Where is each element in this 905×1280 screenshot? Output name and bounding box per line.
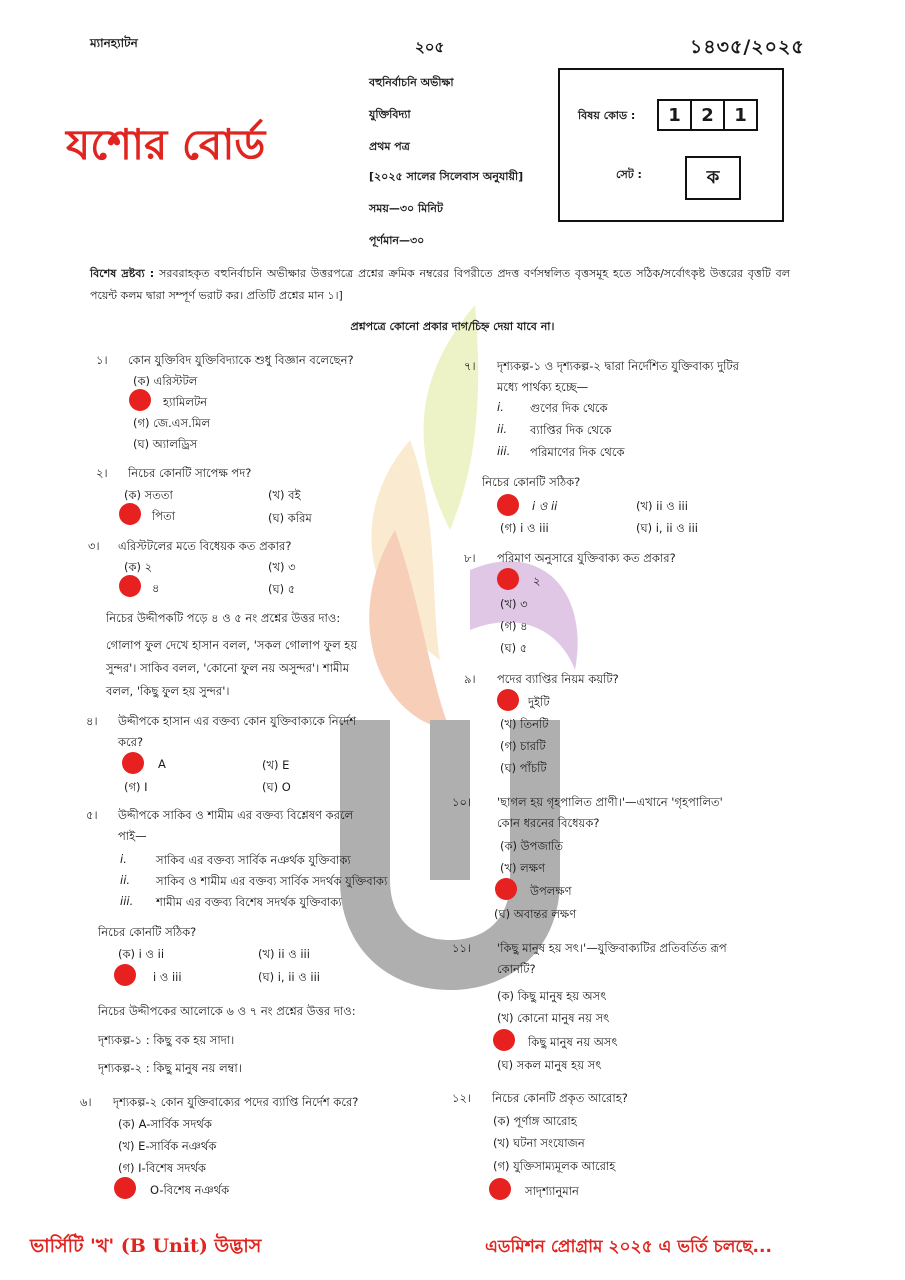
option-b: (খ) E-সার্বিক নঞর্থক [118, 1139, 217, 1153]
stimulus-title: নিচের উদ্দীপকের আলোকে ৬ ও ৭ নং প্রশ্নের উত্তর দাও: [98, 1004, 356, 1018]
marking-note: প্রশ্নপত্রে কোনো প্রকার দাগ/চিহ্ন দেয়া যাবে না। [350, 320, 555, 333]
question-number: ১১। [452, 941, 472, 955]
statement-label: ii. [120, 873, 131, 887]
option-d: (ঘ) O [262, 780, 291, 794]
question-number: ৫। [86, 808, 98, 822]
option-d: (ঘ) করিম [268, 511, 312, 525]
code-digits [657, 99, 758, 131]
exam-type: বহুনির্বাচনি অভীক্ষা [369, 76, 454, 89]
instruction-block [90, 263, 790, 307]
question-text-cont: কোন ধরনের বিধেয়ক? [497, 816, 600, 830]
question-number: ১০। [452, 795, 472, 809]
question-number: ১। [96, 353, 108, 367]
option-d: (ঘ) সকল মানুষ হয় সৎ [497, 1058, 602, 1072]
option-d: O-বিশেষ নঞর্থক [150, 1183, 230, 1197]
question-text: পদের ব্যাপ্তির নিয়ম কয়টি? [497, 672, 619, 686]
code-label: বিষয় কোড : [578, 109, 636, 122]
question-text: নিচের কোনটি সাপেক্ষ পদ? [128, 466, 252, 480]
year-label: ১৪৩৫/২০২৫ [690, 36, 805, 58]
option-d: (ঘ) i, ii ও iii [258, 970, 320, 984]
option-a: (ক) ২ [124, 560, 153, 574]
answer-dot [119, 503, 141, 525]
option-a: (ক) কিছু মানুষ হয় অসৎ [497, 989, 607, 1003]
question-number: ৬। [80, 1095, 92, 1109]
option-c: ৪ [152, 581, 160, 595]
option-d: (ঘ) i, ii ও iii [636, 521, 698, 535]
option-d: (ঘ) অবান্তর লক্ষণ [494, 907, 577, 921]
option-c: (গ) যুক্তিসাম্যমূলক আরোহ [493, 1159, 616, 1173]
code-digit: 1 [734, 104, 747, 126]
statement-label: iii. [497, 444, 511, 458]
stimulus-line: দৃশ্যকল্প-১ : কিছু বক হয় সাদা। [98, 1033, 235, 1047]
question-text-cont: করে? [118, 735, 144, 749]
stimulus-title: নিচের উদ্দীপকটি পড়ে ৪ ও ৫ নং প্রশ্নের উত্তর দাও: [106, 611, 341, 625]
question-text: দৃশ্যকল্প-২ কোন যুক্তিবাক্যের পদের ব্যাপ্তি নির্দেশ করে? [113, 1095, 359, 1109]
question-text: দৃশ্যকল্প-১ ও দৃশ্যকল্প-২ দ্বারা নির্দেশিত যুক্তিবাক্য দুটির [497, 359, 740, 373]
answer-dot [129, 389, 151, 411]
question-number: ৮। [464, 551, 476, 565]
question-text: 'ছাগল হয় গৃহপালিত প্রাণী।'—এখানে 'গৃহপালিত' [497, 795, 723, 809]
option-d: (ঘ) অ্যালড্রিস [133, 437, 198, 451]
option-c: i ও iii [153, 970, 182, 984]
option-a: A [158, 757, 166, 771]
footer-promo-left: ভার্সিটি 'খ' (B Unit) উদ্ভাস [30, 1235, 262, 1257]
stimulus-line: সুন্দর'। সাকিব বলল, 'কোনো ফুল নয় অসুন্দর'। শামীম [106, 661, 350, 675]
subject-label: ম্যানহ্যাটন [90, 36, 138, 50]
option-c: (গ) চারটি [500, 739, 546, 753]
statement-text: সাকিব এর বক্তব্য সার্বিক নঞর্থক যুক্তিবাক্য [156, 853, 351, 867]
option-a: (ক) উপজাতি [500, 839, 563, 853]
statement-label: i. [120, 852, 127, 866]
footer-promo-right: এডমিশন প্রোগ্রাম ২০২৫ এ ভর্তি চলছে... [485, 1237, 772, 1257]
option-a: (ক) পূর্ণাঙ্গ আরোহ [493, 1114, 577, 1128]
answer-dot [497, 689, 519, 711]
question-text: নিচের কোনটি প্রকৃত আরোহ? [492, 1091, 628, 1105]
option-d: সাদৃশ্যানুমান [525, 1184, 579, 1198]
paper-number: প্রথম পত্র [369, 140, 410, 153]
question-text: উদ্দীপকে হাসান এর বক্তব্য কোন যুক্তিবাক্যকে নির্দেশ [118, 714, 357, 728]
time-limit: সময়—৩০ মিনিট [369, 202, 443, 215]
which-correct: নিচের কোনটি সঠিক? [482, 475, 581, 489]
question-number: ১২। [452, 1091, 472, 1105]
answer-dot [119, 575, 141, 597]
option-c: পিতা [152, 509, 176, 523]
syllabus-note: [২০২৫ সালের সিলেবাস অনুযায়ী] [369, 170, 524, 183]
answer-dot [493, 1029, 515, 1051]
option-b: (খ) ৩ [268, 560, 296, 574]
answer-dot [497, 494, 519, 516]
option-a: i ও ii [532, 499, 558, 513]
option-b: (খ) ii ও iii [258, 947, 310, 961]
statement-text: সাকিব ও শামীম এর বক্তব্য সার্বিক সদর্থক যুক্তিবাক্য [156, 874, 388, 888]
option-b: (খ) ৩ [500, 597, 528, 611]
option-c: (গ) I-বিশেষ সদর্থক [118, 1161, 206, 1175]
answer-dot [497, 568, 519, 590]
instruction-text: সরবরাহকৃত বহুনির্বাচনি অভীক্ষার উত্তরপত্রে প্রশ্নের ক্রমিক নম্বরের বিপরীতে প্রদত্ত বর্ণসম্বলিত বৃত্তসমূহ হতে সঠিক/সর্বোৎকৃষ্ট উত্তরের বৃত্তটি বল পয়েন্ট কলম দ্বারা সম্পূর্ণ ভরাট কর। প্রতিটি প্রশ্নের মান ১।] [90, 267, 790, 302]
question-text: এরিস্টটলের মতে বিধেয়ক কত প্রকার? [118, 539, 292, 553]
question-text: 'কিছু মানুষ হয় সৎ।'—যুক্তিবাক্যটির প্রতিবর্তিত রূপ [497, 941, 727, 955]
statement-label: iii. [120, 894, 134, 908]
answer-dot [114, 1177, 136, 1199]
option-c: (গ) I [124, 780, 148, 794]
question-number: ২। [96, 466, 108, 480]
question-text-cont: পাই— [118, 829, 147, 843]
statement-label: ii. [497, 422, 508, 436]
full-marks: পূর্ণমান—৩০ [369, 234, 425, 247]
board-title: যশোর বোর্ড [66, 120, 266, 169]
statement-label: i. [497, 400, 504, 414]
option-c: (গ) ৪ [500, 619, 528, 633]
option-b: (খ) লক্ষণ [500, 861, 546, 875]
answer-dot [489, 1178, 511, 1200]
option-a: (ক) A-সার্বিক সদর্থক [118, 1117, 212, 1131]
answer-dot [122, 752, 144, 774]
option-b: (খ) ii ও iii [636, 499, 688, 513]
set-value: ক [685, 156, 741, 200]
page-number: ২০৫ [415, 38, 445, 56]
statement-text: শামীম এর বক্তব্য বিশেষ সদর্থক যুক্তিবাক্য [156, 895, 342, 909]
option-b: (খ) বই [268, 488, 301, 502]
option-a: (ক) এরিস্টটল [133, 374, 198, 388]
statement-text: গুণের দিক থেকে [530, 401, 608, 415]
option-c: (গ) i ও iii [500, 521, 549, 535]
code-digit: 1 [659, 101, 692, 129]
statement-text: ব্যাপ্তির দিক থেকে [530, 423, 612, 437]
option-c: কিছু মানুষ নয় অসৎ [528, 1035, 618, 1049]
question-text: পরিমাণ অনুসারে যুক্তিবাক্য কত প্রকার? [497, 551, 676, 565]
option-d: (ঘ) ৫ [500, 641, 528, 655]
answer-dot [114, 964, 136, 986]
instruction-title: বিশেষ দ্রষ্টব্য : [90, 267, 155, 280]
set-label: সেট : [616, 168, 642, 181]
subject-name: যুক্তিবিদ্যা [369, 108, 411, 121]
statement-text: পরিমাণের দিক থেকে [530, 445, 625, 459]
option-c: উপলক্ষণ [530, 884, 572, 898]
question-number: ৩। [88, 539, 100, 553]
option-a: (ক) i ও ii [118, 947, 165, 961]
stimulus-line: গোলাপ ফুল দেখে হাসান বলল, 'সকল গোলাপ ফুল হয় [106, 638, 358, 652]
stimulus-line: দৃশ্যকল্প-২ : কিছু মানুষ নয় লম্বা। [98, 1061, 242, 1075]
option-b: (খ) তিনটি [500, 717, 549, 731]
question-number: ৪। [86, 714, 98, 728]
stimulus-line: বলল, 'কিছু ফুল হয় সুন্দর'। [106, 684, 230, 698]
question-text-cont: মধ্যে পার্থক্য হচ্ছে— [497, 380, 589, 394]
question-number: ৭। [464, 359, 476, 373]
question-text-cont: কোনটি? [497, 962, 536, 976]
option-b: (খ) কোনো মানুষ নয় সৎ [497, 1011, 610, 1025]
question-number: ৯। [464, 672, 476, 686]
option-a: (ক) সততা [124, 488, 173, 502]
subject-code-box [558, 68, 784, 222]
option-b: (খ) E [262, 758, 290, 772]
code-digit: 2 [692, 101, 725, 129]
which-correct: নিচের কোনটি সঠিক? [98, 925, 197, 939]
option-d: (ঘ) পাঁচটি [500, 761, 547, 775]
option-a: ২ [533, 574, 541, 588]
option-c: (গ) জে.এস.মিল [133, 416, 211, 430]
option-b: (খ) ঘটনা সংযোজন [493, 1136, 585, 1150]
question-text: উদ্দীপকে সাকিব ও শামীম এর বক্তব্য বিশ্লেষণ করলে [118, 808, 354, 822]
option-b: হ্যামিলটন [163, 395, 208, 409]
option-d: (ঘ) ৫ [268, 582, 296, 596]
answer-dot [495, 878, 517, 900]
option-a: দুইটি [528, 695, 550, 709]
question-text: কোন যুক্তিবিদ যুক্তিবিদ্যাকে শুধু বিজ্ঞান বলেছেন? [128, 353, 354, 367]
